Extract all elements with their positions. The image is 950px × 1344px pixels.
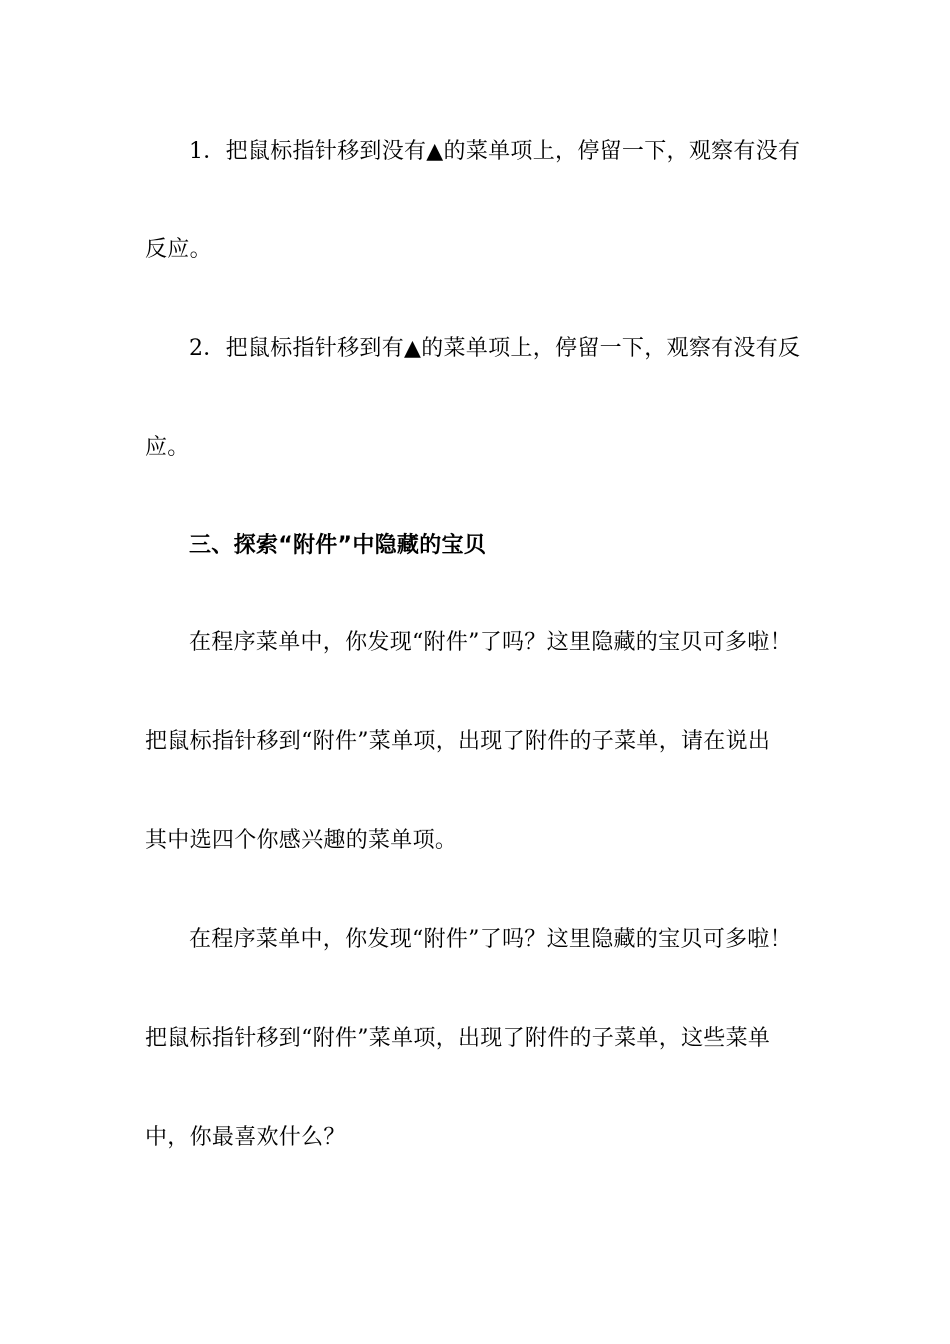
paragraph-1-line-1: 在程序菜单中，你发现“附件”了吗？这里隐藏的宝贝可多啦！ xyxy=(189,630,792,655)
paragraph-2-line-1: 在程序菜单中，你发现“附件”了吗？这里隐藏的宝贝可多啦！ xyxy=(189,927,792,952)
paragraph-2-line-2: 把鼠标指针移到“附件”菜单项，出现了附件的子菜单，这些菜单 xyxy=(145,1026,771,1051)
step-2-line-1: 2．把鼠标指针移到有▲的菜单项上，停留一下，观察有没有反 xyxy=(189,336,801,361)
section-heading: 三、探索“附件”中隐藏的宝贝 xyxy=(189,533,487,558)
paragraph-1-line-2: 把鼠标指针移到“附件”菜单项，出现了附件的子菜单，请在说出 xyxy=(145,729,771,754)
step-1-line-1: 1．把鼠标指针移到没有▲的菜单项上，停留一下，观察有没有 xyxy=(189,139,801,164)
paragraph-1-line-3: 其中选四个你感兴趣的菜单项。 xyxy=(145,828,458,853)
step-1-line-2: 反应。 xyxy=(145,237,212,262)
paragraph-2-line-3: 中，你最喜欢什么？ xyxy=(145,1125,346,1150)
step-2-line-2: 应。 xyxy=(145,435,190,460)
